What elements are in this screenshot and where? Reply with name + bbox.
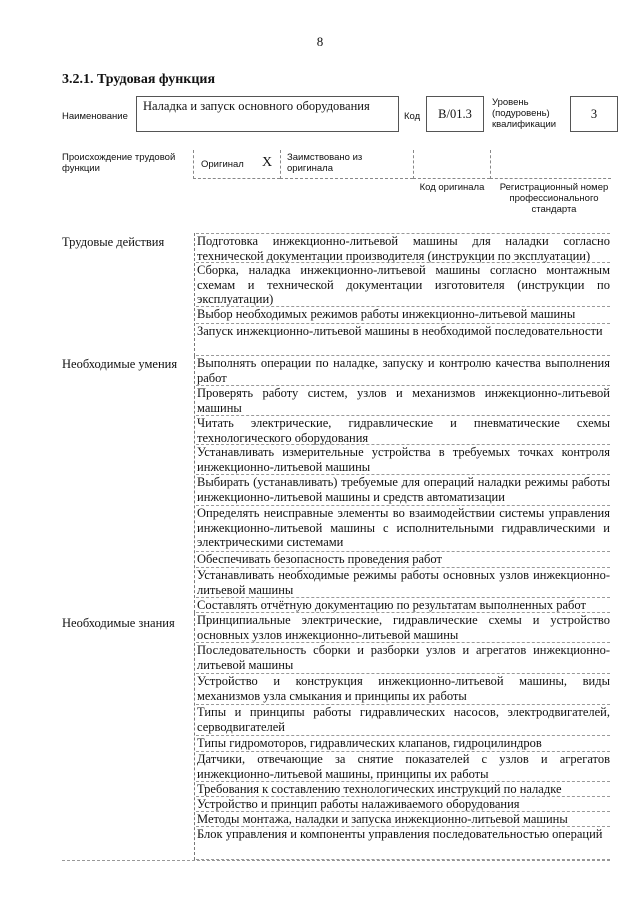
knowledge-item: Типы и принципы работы гидравлических насосов, электродвигателей, серводвигателей	[196, 705, 610, 736]
knowledge-item: Требования к составлению технологических инструкций по наладке	[196, 782, 610, 797]
reg-number-cell	[490, 150, 611, 179]
section-name-actions: Трудовые действия	[62, 235, 165, 249]
reg-number-label: Регистрационный номер профессионального стандарта	[499, 182, 609, 215]
level-value: 3	[590, 107, 598, 121]
knowledge-item: Методы монтажа, наладки и запуска инжекционно-литьевой машины	[196, 812, 610, 827]
code-original-label: Код оригинала	[419, 182, 485, 193]
action-item: Выбор необходимых режимов работы инжекционно-литьевой машины	[196, 307, 610, 324]
section-name-skills: Необходимые умения	[62, 357, 178, 371]
skill-item: Устанавливать необходимые режимы работы основных узлов инжекционно-литьевой машины	[197, 568, 610, 597]
level-box	[570, 96, 618, 132]
knowledge-item: Блок управления и компоненты управления последовательностью операций	[196, 827, 610, 860]
name-label: Наименование	[62, 111, 128, 122]
code-value: B/01.3	[438, 107, 472, 121]
skill-item: Выполнять операции по наладке, запуску и контролю качества выполнения работ	[197, 356, 610, 385]
knowledge-item: Последовательность сборки и разборки узлов и агрегатов инжекционно-литьевой машины	[196, 643, 610, 674]
skill-item: Читать электрические, гидравлические и пневматические схемы технологического оборудования	[197, 416, 610, 445]
knowledge-item: Датчики, отвечающие за снятие показателей с узлов и агрегатов инжекционно-литьевой машины, принципы их работы	[197, 752, 610, 781]
original-mark: X	[262, 155, 273, 170]
skill-item: Определять неисправные элементы во взаимодействии системы управления инжекционно-литьевой машины с исполнительными гидравлическими и электрическими системами	[196, 506, 610, 552]
knowledge-item: Принципиальные электрические, гидравлические схемы и устройство основных узлов инжекционно-литьевой машины	[197, 613, 610, 642]
section-heading: 3.2.1. Трудовая функция	[62, 72, 216, 87]
knowledge-item: Устройство и принцип работы налаживаемого оборудования	[196, 797, 610, 812]
origin-label: Происхождение трудовой функции	[62, 152, 176, 174]
code-box	[426, 96, 484, 132]
action-item: Запуск инжекционно-литьевой машины в необходимой последовательности	[196, 324, 610, 356]
page-number: 8	[316, 34, 324, 49]
knowledge-item: Типы гидромоторов, гидравлических клапанов, гидроцилиндров	[196, 736, 610, 752]
function-name: Наладка и запуск основного оборудования	[143, 99, 370, 113]
action-item: Подготовка инжекционно-литьевой машины для наладки согласно технической документации производителя (инструкции по эксплуатации)	[197, 234, 610, 263]
original-label: Оригинал	[201, 159, 244, 170]
skill-item: Обеспечивать безопасность проведения работ	[196, 552, 610, 568]
action-item: Сборка, наладка инжекционно-литьевой машины согласно монтажным схемам и технической документации изготовителя (инструкции по эксплуатации)	[197, 263, 610, 306]
section-name-knowledge: Необходимые знания	[62, 616, 175, 630]
function-name-box	[136, 96, 399, 132]
table-bottom-rule	[62, 860, 610, 861]
original-cell	[193, 150, 280, 179]
knowledge-item: Устройство и конструкция инжекционно-литьевой машины, виды механизмов узла смыкания и принципы их работы	[196, 674, 610, 705]
borrowed-cell	[280, 150, 413, 179]
code-label: Код	[404, 111, 421, 122]
skill-item: Составлять отчётную документацию по результатам выполненных работ	[196, 598, 610, 613]
level-label: Уровень (подуровень) квалификации	[492, 97, 557, 130]
skill-item: Выбирать (устанавливать) требуемые для операций наладки режимы работы инжекционно-литьевой машины и средств автоматизации	[196, 475, 610, 506]
code-original-cell	[413, 150, 490, 179]
skill-item: Проверять работу систем, узлов и механизмов инжекционно-литьевой машины	[197, 386, 610, 415]
borrowed-label: Заимствовано из оригинала	[287, 152, 363, 174]
skill-item: Устанавливать измерительные устройства в требуемых точках контроля инжекционно-литьевой машины	[197, 445, 610, 474]
